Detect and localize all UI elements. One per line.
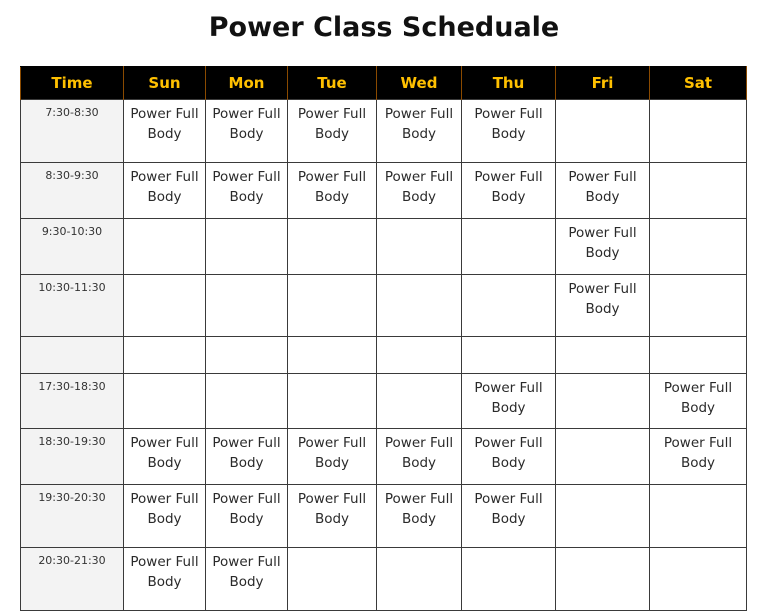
- class-cell-tue: [288, 337, 377, 374]
- class-name-line-2: Body: [314, 189, 350, 205]
- class-cell-sat: [650, 337, 747, 374]
- class-cell-tue: [288, 219, 377, 275]
- class-name-line-1: Power Full: [384, 169, 454, 185]
- class-name-line-2: Body: [585, 189, 620, 205]
- time-slot-cell: 20:30-21:30: [21, 548, 124, 611]
- class-cell-wed: [377, 100, 462, 163]
- table-row: [21, 100, 747, 163]
- class-cell-sat: [650, 275, 747, 337]
- class-name-line-2: Body: [680, 400, 716, 416]
- class-name-line-2: Body: [229, 574, 264, 590]
- class-cell-fri: [556, 337, 650, 374]
- class-cell-sat: [650, 485, 747, 548]
- class-name-line-1: Power Full: [212, 554, 281, 570]
- class-cell-wed: [377, 374, 462, 429]
- class-name-line-2: Body: [229, 189, 264, 205]
- class-cell-tue: [288, 100, 377, 163]
- column-header-sun: Sun: [124, 67, 206, 100]
- class-name-line-2: Body: [585, 301, 620, 317]
- class-name-line-1: Power Full: [568, 281, 637, 297]
- column-header-wed: Wed: [377, 67, 462, 100]
- class-cell-sun: [124, 374, 206, 429]
- class-name-line-2: Body: [585, 245, 620, 261]
- class-cell-thu: [462, 485, 556, 548]
- table-row: [21, 219, 747, 275]
- class-name-line-1: Power Full: [130, 554, 199, 570]
- class-name-line-2: Body: [229, 455, 264, 471]
- class-name-line-1: Power Full: [130, 169, 199, 185]
- class-name-line-2: Body: [401, 455, 437, 471]
- class-cell-thu: [462, 374, 556, 429]
- class-name-line-2: Body: [147, 511, 182, 527]
- class-name-line-2: Body: [491, 400, 526, 416]
- class-cell-wed: [377, 429, 462, 485]
- class-cell-fri: [556, 429, 650, 485]
- class-cell-fri: [556, 548, 650, 611]
- table-row: [21, 485, 747, 548]
- class-name-line-1: Power Full: [212, 435, 281, 451]
- class-cell-sat: [650, 374, 747, 429]
- table-row: [21, 337, 747, 374]
- class-cell-fri: [556, 100, 650, 163]
- class-name-line-1: Power Full: [568, 169, 637, 185]
- class-cell-tue: [288, 429, 377, 485]
- class-cell-tue: [288, 485, 377, 548]
- class-name-line-1: Power Full: [474, 491, 543, 507]
- class-cell-fri: [556, 219, 650, 275]
- time-slot-cell: [21, 337, 124, 374]
- class-cell-sun: [124, 100, 206, 163]
- class-name-line-1: Power Full: [297, 491, 367, 507]
- column-header-mon: Mon: [206, 67, 288, 100]
- class-name-line-1: Power Full: [474, 435, 543, 451]
- class-cell-thu: [462, 275, 556, 337]
- class-name-line-1: Power Full: [297, 106, 367, 122]
- table-row: [21, 163, 747, 219]
- class-cell-sun: [124, 548, 206, 611]
- class-cell-sat: [650, 163, 747, 219]
- class-name-line-2: Body: [229, 511, 264, 527]
- class-name-line-1: Power Full: [474, 106, 543, 122]
- class-cell-mon: [206, 100, 288, 163]
- page-title: Power Class Scheduale: [208, 12, 560, 43]
- column-header-fri: Fri: [556, 67, 650, 100]
- time-slot-cell: 19:30-20:30: [21, 485, 124, 548]
- class-cell-wed: [377, 275, 462, 337]
- class-cell-thu: [462, 100, 556, 163]
- class-cell-mon: [206, 275, 288, 337]
- class-cell-sat: [650, 429, 747, 485]
- class-cell-sat: [650, 100, 747, 163]
- class-cell-thu: [462, 429, 556, 485]
- class-name-line-2: Body: [314, 455, 350, 471]
- class-name-line-2: Body: [229, 126, 264, 142]
- class-name-line-1: Power Full: [212, 491, 281, 507]
- class-cell-sun: [124, 429, 206, 485]
- table-row: [21, 275, 747, 337]
- time-slot-cell: 10:30-11:30: [21, 275, 124, 337]
- class-cell-wed: [377, 337, 462, 374]
- class-name-line-2: Body: [314, 126, 350, 142]
- class-cell-fri: [556, 275, 650, 337]
- class-name-line-1: Power Full: [297, 435, 367, 451]
- class-name-line-2: Body: [401, 126, 437, 142]
- column-header-tue: Tue: [288, 67, 377, 100]
- class-name-line-1: Power Full: [474, 169, 543, 185]
- class-cell-mon: [206, 485, 288, 548]
- class-name-line-1: Power Full: [130, 106, 199, 122]
- column-header-sat: Sat: [650, 67, 747, 100]
- class-name-line-2: Body: [491, 511, 526, 527]
- class-cell-mon: [206, 429, 288, 485]
- class-cell-thu: [462, 219, 556, 275]
- class-cell-sun: [124, 337, 206, 374]
- class-name-line-2: Body: [491, 189, 526, 205]
- class-name-line-2: Body: [401, 189, 437, 205]
- schedule-table: [20, 66, 747, 611]
- class-cell-fri: [556, 485, 650, 548]
- class-cell-fri: [556, 374, 650, 429]
- class-cell-thu: [462, 548, 556, 611]
- table-row: [21, 429, 747, 485]
- class-cell-wed: [377, 219, 462, 275]
- class-cell-sun: [124, 219, 206, 275]
- time-slot-cell: 18:30-19:30: [21, 429, 124, 485]
- time-slot-cell: 7:30-8:30: [21, 100, 124, 163]
- class-name-line-2: Body: [401, 511, 437, 527]
- header-row: [21, 67, 747, 100]
- class-name-line-2: Body: [147, 126, 182, 142]
- class-cell-tue: [288, 548, 377, 611]
- time-slot-cell: 17:30-18:30: [21, 374, 124, 429]
- class-cell-mon: [206, 163, 288, 219]
- class-cell-tue: [288, 163, 377, 219]
- class-name-line-1: Power Full: [130, 491, 199, 507]
- class-cell-mon: [206, 219, 288, 275]
- class-cell-wed: [377, 163, 462, 219]
- class-cell-mon: [206, 374, 288, 429]
- class-cell-wed: [377, 548, 462, 611]
- class-cell-sun: [124, 485, 206, 548]
- class-name-line-1: Power Full: [297, 169, 367, 185]
- time-slot-cell: 9:30-10:30: [21, 219, 124, 275]
- class-name-line-2: Body: [147, 189, 182, 205]
- class-name-line-1: Power Full: [212, 106, 281, 122]
- class-cell-sat: [650, 548, 747, 611]
- time-slot-cell: 8:30-9:30: [21, 163, 124, 219]
- class-name-line-2: Body: [491, 126, 526, 142]
- class-cell-thu: [462, 163, 556, 219]
- class-name-line-1: Power Full: [130, 435, 199, 451]
- table-row: [21, 548, 747, 611]
- column-header-time: Time: [21, 67, 124, 100]
- class-name-line-1: Power Full: [384, 106, 454, 122]
- class-cell-tue: [288, 275, 377, 337]
- class-cell-sun: [124, 163, 206, 219]
- class-cell-sun: [124, 275, 206, 337]
- class-cell-thu: [462, 337, 556, 374]
- schedule-body: [21, 100, 747, 611]
- class-name-line-1: Power Full: [212, 169, 281, 185]
- class-cell-tue: [288, 374, 377, 429]
- class-name-line-2: Body: [491, 455, 526, 471]
- class-name-line-2: Body: [680, 455, 716, 471]
- class-cell-mon: [206, 337, 288, 374]
- class-cell-fri: [556, 163, 650, 219]
- class-name-line-2: Body: [314, 511, 350, 527]
- class-cell-sat: [650, 219, 747, 275]
- class-name-line-1: Power Full: [474, 380, 543, 396]
- table-row: [21, 374, 747, 429]
- class-name-line-1: Power Full: [384, 491, 454, 507]
- class-name-line-1: Power Full: [568, 225, 637, 241]
- class-name-line-1: Power Full: [663, 435, 733, 451]
- class-cell-mon: [206, 548, 288, 611]
- class-cell-wed: [377, 485, 462, 548]
- class-name-line-1: Power Full: [384, 435, 454, 451]
- column-header-thu: Thu: [462, 67, 556, 100]
- class-name-line-2: Body: [147, 574, 182, 590]
- class-name-line-2: Body: [147, 455, 182, 471]
- class-name-line-1: Power Full: [663, 380, 733, 396]
